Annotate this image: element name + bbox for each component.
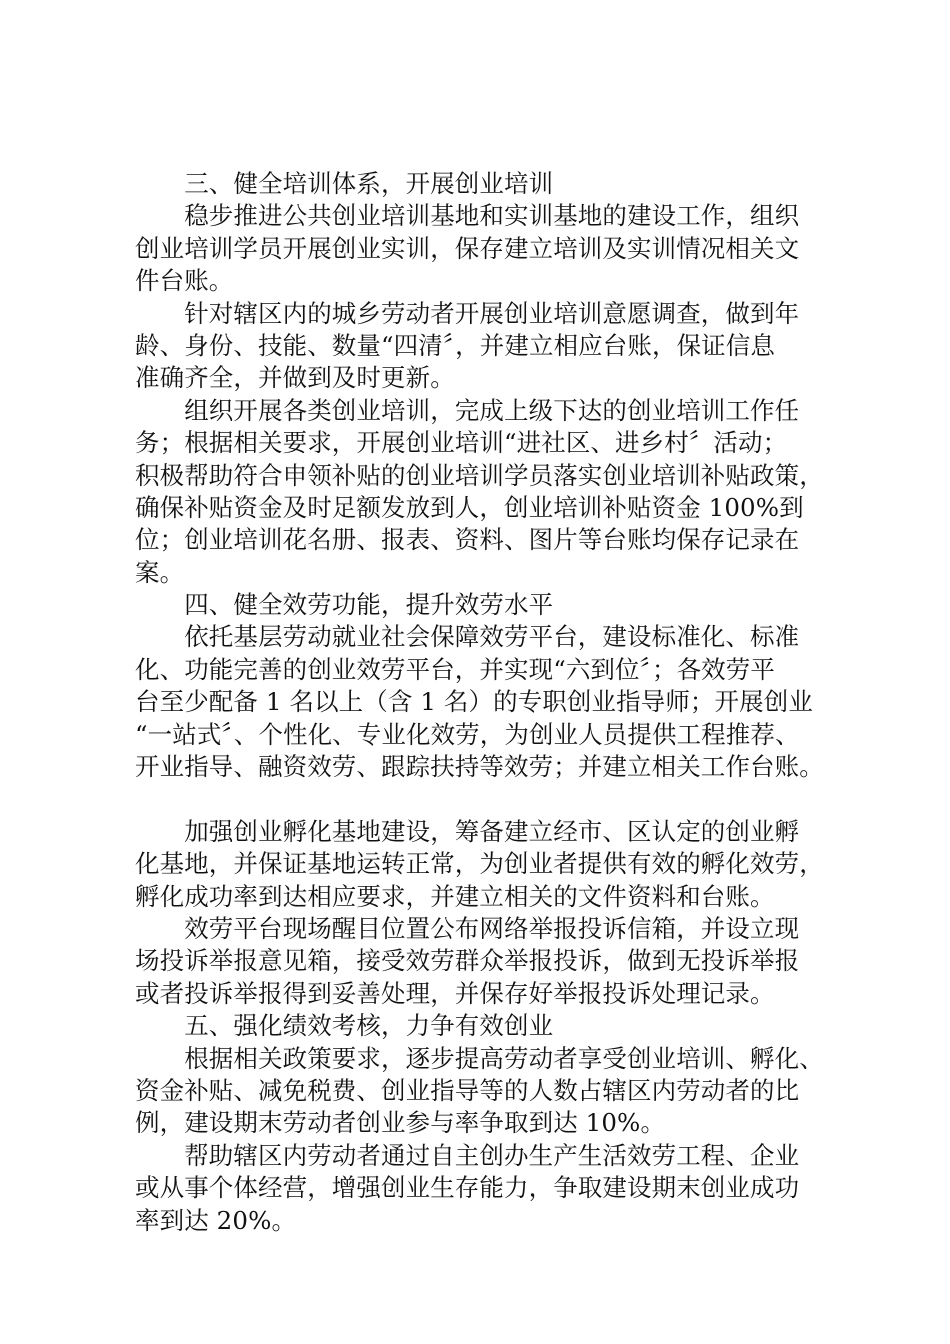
text-line: 台至少配备 1 名以上（含 1 名）的专职创业指导师；开展创业 — [135, 687, 813, 717]
text-line: 龄、身份、技能、数量“四清〞，并建立相应台账，保证信息 — [135, 330, 775, 360]
text-line: 件台账。 — [135, 266, 234, 296]
text-line: 确保补贴资金及时足额发放到人，创业培训补贴资金 100%到 — [135, 492, 804, 522]
text-line: 效劳平台现场醒目位置公布网络举报投诉信箱，并设立现 — [135, 913, 800, 943]
text-line: 案。 — [135, 557, 185, 587]
blank-line — [135, 783, 835, 815]
text-line: 化、功能完善的创业效劳平台，并实现“六到位〞；各效劳平 — [135, 654, 775, 684]
section-heading-3: 三、健全培训体系，开展创业培训 — [135, 169, 554, 198]
text-line: 化基地，并保证基地运转正常，为创业者提供有效的孵化效劳， — [135, 849, 824, 879]
section-heading-5: 五、强化绩效考核，力争有效创业 — [135, 1011, 554, 1041]
text-line: 孵化成功率到达相应要求，并建立相关的文件资料和台账。 — [135, 881, 775, 911]
document-body — [135, 168, 835, 1237]
text-line: 开业指导、融资效劳、跟踪扶持等效劳；并建立相关工作台账。 — [135, 752, 824, 782]
text-line: 位；创业培训花名册、报表、资料、图片等台账均保存记录在 — [135, 525, 800, 555]
text-line: 积极帮助符合申领补贴的创业培训学员落实创业培训补贴政策， — [135, 460, 824, 490]
text-line: 创业培训学员开展创业实训，保存建立培训及实训情况相关文 — [135, 233, 800, 263]
text-line: 根据相关政策要求，逐步提高劳动者享受创业培训、孵化、 — [135, 1043, 824, 1073]
text-line: 加强创业孵化基地建设，筹备建立经市、区认定的创业孵 — [135, 816, 800, 846]
text-line: “一站式〞、个性化、专业化效劳，为创业人员提供工程推荐、 — [135, 719, 800, 749]
text-line: 场投诉举报意见箱，接受效劳群众举报投诉，做到无投诉举报 — [135, 946, 800, 976]
text-line: 资金补贴、减免税费、创业指导等的人数占辖区内劳动者的比 — [135, 1075, 800, 1105]
text-line: 或从事个体经营，增强创业生存能力，争取建设期末创业成功 — [135, 1173, 800, 1203]
text-line: 稳步推进公共创业培训基地和实训基地的建设工作，组织 — [135, 201, 800, 231]
section-heading-4: 四、健全效劳功能，提升效劳水平 — [135, 590, 554, 620]
text-line: 组织开展各类创业培训，完成上级下达的创业培训工作任 — [135, 395, 800, 425]
text-line: 或者投诉举报得到妥善处理，并保存好举报投诉处理记录。 — [135, 978, 775, 1008]
text-line: 率到达 20%。 — [135, 1205, 297, 1235]
text-line: 针对辖区内的城乡劳动者开展创业培训意愿调查，做到年 — [135, 298, 800, 328]
text-line: 例，建设期末劳动者创业参与率争取到达 10%。 — [135, 1108, 666, 1138]
text-line: 准确齐全，并做到及时更新。 — [135, 363, 455, 393]
text-line: 务；根据相关要求，开展创业培训“进社区、进乡村〞活动； — [135, 428, 788, 458]
text-line: 依托基层劳动就业社会保障效劳平台，建设标准化、标准 — [135, 622, 800, 652]
text-line: 帮助辖区内劳动者通过自主创办生产生活效劳工程、企业 — [135, 1140, 800, 1170]
